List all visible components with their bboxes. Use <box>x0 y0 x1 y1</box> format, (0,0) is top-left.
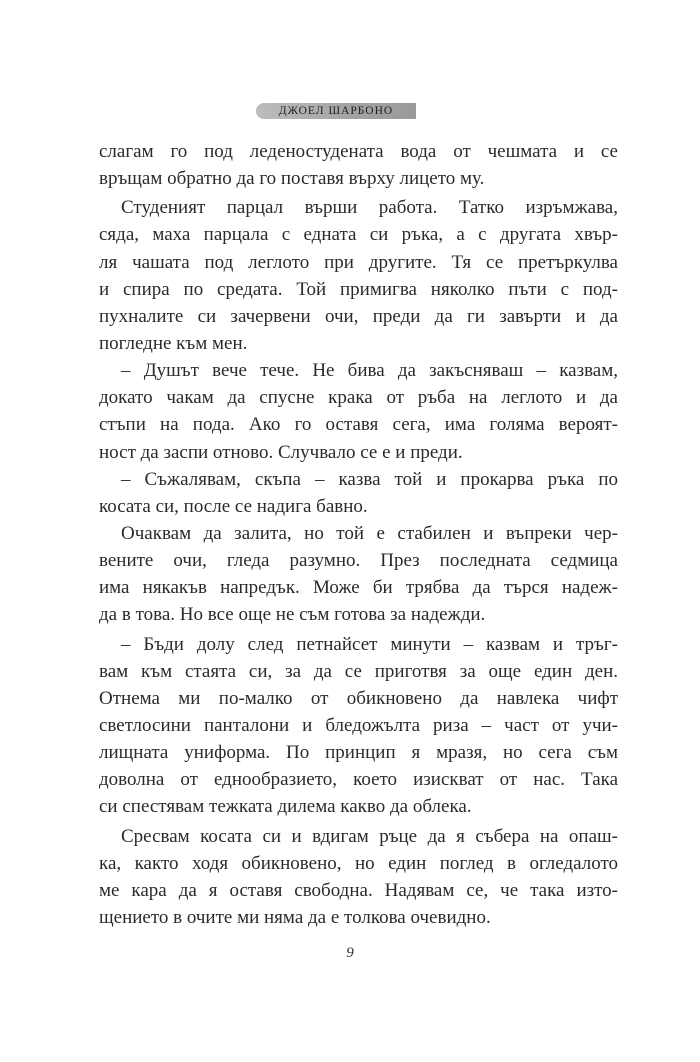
text-line: ност да заспи отново. Случвало се е и преди. <box>99 441 463 463</box>
text-line: ля чашата под леглото при другите. Тя се претъркулва <box>99 251 618 273</box>
text-line: погледне към мен. <box>99 332 248 354</box>
text-line: ка, както ходя обикновено, но един поглед в огледалото <box>99 852 618 874</box>
text-line: – Съжалявам, скъпа – казва той и прокарва ръка по <box>121 468 618 490</box>
text-line: косата си, после се надига бавно. <box>99 495 368 517</box>
running-head-author: ДЖОЕЛ ШАРБОНО <box>278 105 394 117</box>
text-line: щението в очите ми няма да е толкова очевидно. <box>99 906 491 928</box>
text-line: има някакъв напредък. Може би трябва да търся надеж- <box>99 577 618 599</box>
paragraph <box>99 466 618 520</box>
paragraph <box>99 631 618 821</box>
text-line: Отнема ми по-малко от обикновено да навлека чифт <box>99 687 618 709</box>
text-line: Сресвам косата си и вдигам ръце да я съберa на опаш- <box>121 825 618 847</box>
text-line: вените очи, гледа разумно. През последната седмица <box>99 550 618 572</box>
paragraph <box>99 520 618 629</box>
text-line: – Бъди долу след петнайсет минути – казвам и тръг- <box>121 633 618 655</box>
text-line: Очаквам да залита, но той е стабилен и въпреки чер- <box>121 522 618 544</box>
text-line: да в това. Но все още не съм готова за надежди. <box>99 604 486 626</box>
text-line: – Душът вече тече. Не бива да закъсняваш – казвам, <box>121 360 618 382</box>
paragraph <box>99 357 618 466</box>
text-line: лищната униформа. По принцип я мразя, но сега съм <box>99 742 618 764</box>
running-head-bar <box>256 103 416 119</box>
text-line: и спира по средата. Той примигва няколко пъти с под- <box>99 278 618 300</box>
paragraph <box>99 194 618 357</box>
text-line: вам към стаята си, за да се приготвя за още един ден. <box>99 660 618 682</box>
body-text <box>99 138 618 931</box>
text-line: слагам го под леденостудената вода от чешмата и се <box>99 141 618 162</box>
text-line: светлосини панталони и бледожълта риза – част от учи- <box>99 714 618 736</box>
paragraph <box>99 138 618 192</box>
paragraph <box>99 823 618 932</box>
text-line: сяда, маха парцала с едната си ръка, а с другата хвър- <box>99 224 618 246</box>
text-line: Студеният парцал върши работа. Татко изръмжава, <box>121 197 618 219</box>
text-line: докато чакам да спусне крака от ръба на леглото и да <box>99 387 618 409</box>
text-line: стъпи на пода. Ако го оставя сега, има голяма вероят- <box>99 414 618 436</box>
text-line: пухналите си зачервени очи, преди да ги завърти и да <box>99 305 618 327</box>
page-number: 9 <box>346 945 354 961</box>
text-line: ме кара да я оставя свободна. Надявам се, че така изто- <box>99 879 618 901</box>
text-line: връщам обратно да го поставя върху лицето му. <box>99 168 485 190</box>
text-line: си спестявам тежката дилема какво да облека. <box>99 796 472 818</box>
text-line: доволна от еднообразието, което изискват от нас. Така <box>99 769 618 791</box>
